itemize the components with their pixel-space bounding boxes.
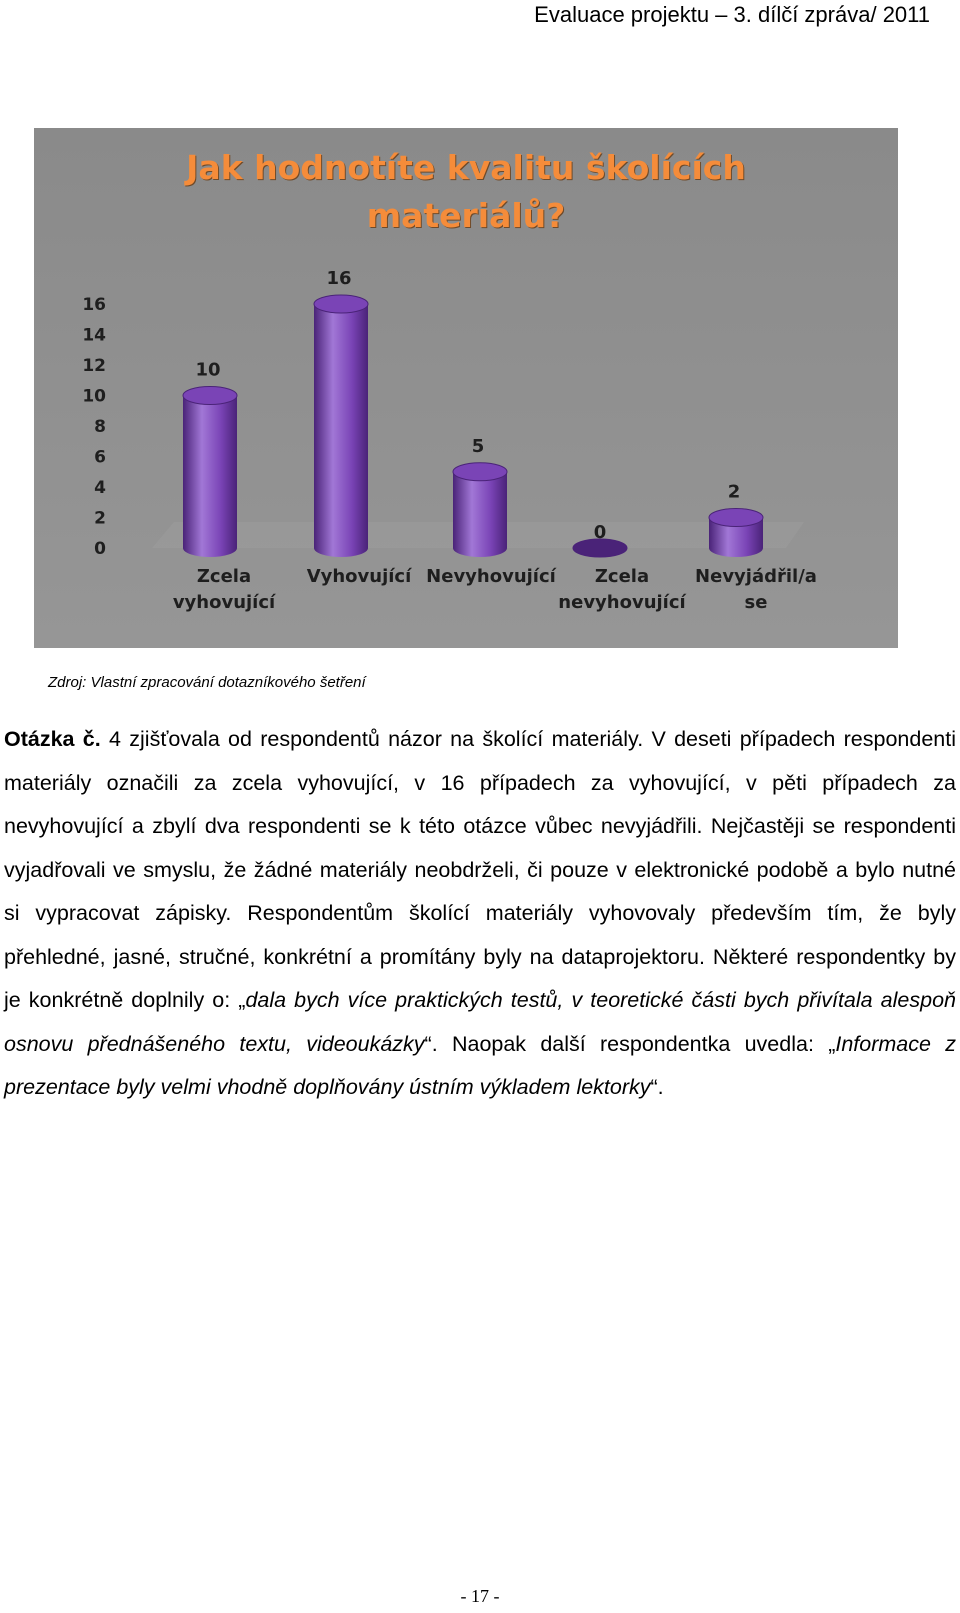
bar-top [314, 295, 368, 313]
chart-title-line-1: Jak hodnotíte kvalitu školících [186, 148, 746, 187]
text-segment-1: 4 zjišťovala od respondentů názor na školící materiály. V deseti případech respondenti materiály označili za zcela vyhovující, v 16 případech za vyhovující, v pěti případech za nevyhovující a zbylí dva respondenti se k této otázce vůbec nevyjádřili. Nejčastěji se respondenti vyjadřovali ve smyslu, že žádné materiály neobdrželi, či pouze v elektronické podobě a bylo nutné si vypracovat zápisky. Respondentům školící materiály vyhovovaly především tím, že byly přehledné, jasné, stručné, konkrétní a promítány byly na dataprojektoru. Některé respondentky by je konkrétně doplnily o: „ [4, 727, 956, 1012]
bar [709, 509, 763, 558]
x-category-label: Zcela vyhovující [172, 566, 276, 613]
y-tick-label: 10 [82, 386, 106, 407]
question-lead: Otázka č. [4, 727, 101, 751]
bar-top [183, 387, 237, 405]
bar-top [709, 509, 763, 527]
y-tick-label: 2 [94, 508, 106, 529]
bar-top [453, 463, 507, 481]
data-label: 0 [593, 522, 607, 543]
paragraph-text [4, 718, 956, 1110]
data-label: 2 [727, 481, 741, 503]
running-header: Evaluace projektu – 3. dílčí zpráva/ 2011 [534, 2, 930, 27]
x-category-label: Nevyhovující [426, 566, 556, 587]
page-number: - 17 - [460, 1586, 500, 1606]
bar-body [183, 396, 237, 558]
data-label: 10 [195, 359, 221, 381]
x-category-label: Nevyjádřil/a se [695, 566, 817, 613]
source-note: Zdroj: Vlastní zpracování dotazníkového šetření [48, 674, 366, 691]
quote-1: dala bych více praktických testů, v teoretické části bych přivítala alespoň osnovu přednášeného textu, videoukázky [4, 988, 956, 1056]
data-label: 16 [326, 268, 352, 289]
text-segment-3: “. [650, 1075, 664, 1099]
y-tick-label: 4 [94, 478, 106, 498]
y-tick-label: 8 [94, 417, 106, 437]
x-category-label: Vyhovující [306, 566, 412, 587]
bar-chart [34, 128, 898, 648]
data-label: 5 [471, 435, 485, 457]
text-segment-2: “. Naopak další respondentka uvedla: „ [424, 1031, 836, 1056]
y-tick-label: 6 [94, 447, 106, 468]
bar [314, 295, 368, 557]
bar-body [314, 304, 368, 557]
chart-title-line-2: materiálů? [366, 196, 566, 235]
bar [183, 387, 237, 558]
bar-body [453, 472, 507, 557]
body-paragraph [4, 718, 956, 1110]
chart-title [34, 144, 898, 240]
x-category-label: Zcela nevyhovující [558, 566, 686, 613]
y-tick-label: 12 [82, 356, 106, 376]
y-tick-label: 16 [82, 295, 106, 315]
quote-2: Informace z prezentace byly velmi vhodně doplňovány ústním výkladem lektorky [4, 1031, 956, 1099]
y-tick-label: 14 [82, 325, 106, 346]
y-tick-label: 0 [94, 539, 106, 559]
bar [453, 463, 507, 557]
